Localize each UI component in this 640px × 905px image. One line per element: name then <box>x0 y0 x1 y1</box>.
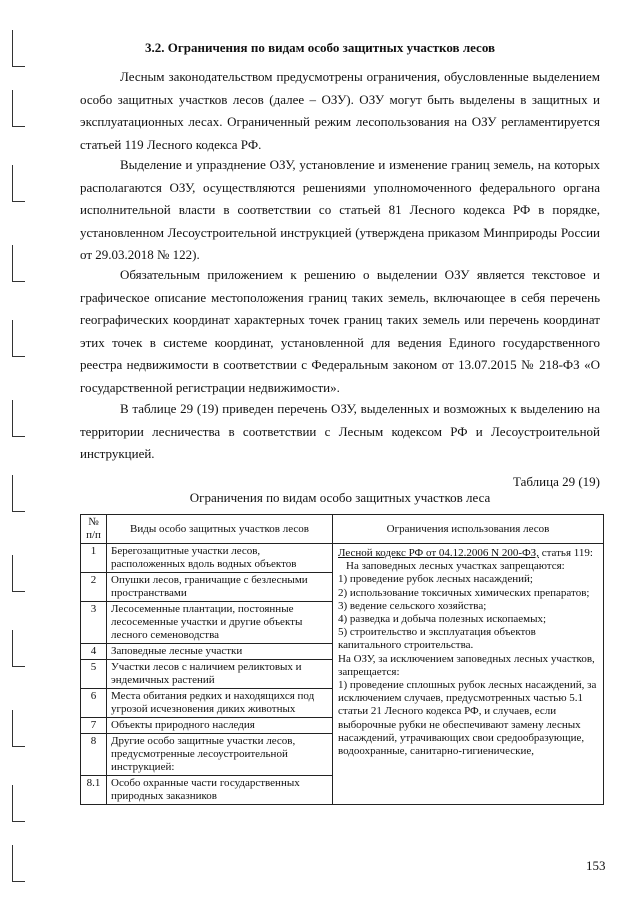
paragraph-3: Обязательным приложением к решению о выделении ОЗУ является текстовое и графическое описание местоположения границ таких земель, включающее в себя перечень географических координат характерных точек границ таких земель или перечень координат этих точек в системе координат, установленной для ведения Единого государственного реестра недвижимости в соответствии с Федеральным законом от 13.07.2015 № 218-ФЗ «О государственной регистрации недвижимости». <box>80 267 600 395</box>
header-restriction: Ограничения использования лесов <box>333 515 604 544</box>
table-header-row <box>81 515 604 544</box>
binding-mark <box>12 400 25 437</box>
restriction-line: На ОЗУ, за исключением заповедных лесных участков, запрещается: <box>338 652 595 678</box>
row-number: 3 <box>81 602 107 644</box>
table-row <box>81 544 604 573</box>
row-number: 8.1 <box>81 776 107 805</box>
binding-mark <box>12 90 25 127</box>
page-number: 153 <box>586 858 606 873</box>
binding-marks <box>6 30 28 870</box>
binding-mark <box>12 845 25 882</box>
table-title: Ограничения по видам особо защитных участков леса <box>189 490 491 505</box>
binding-mark <box>12 785 25 822</box>
binding-mark <box>12 710 25 747</box>
row-kind: Опушки лесов, граничащие с безлесными пространствами <box>107 573 333 602</box>
restriction-line: 3) ведение сельского хозяйства; <box>338 599 487 612</box>
row-number: 8 <box>81 734 107 776</box>
binding-mark <box>12 165 25 202</box>
row-number: 4 <box>81 644 107 660</box>
row-kind: Участки лесов с наличием реликтовых и эндемичных растений <box>107 660 333 689</box>
restriction-line: 4) разведка и добыча полезных ископаемых; <box>338 613 547 626</box>
binding-mark <box>12 555 25 592</box>
binding-mark <box>12 245 25 282</box>
restriction-line: 1) проведение сплошных рубок лесных насаждений, за исключением случаев, предусмотренных частью 5.1 статьи 21 Лесного кодекса РФ, и случаев, если выборочные рубки не обеспечивают замену лесных насаждений, утрачивающих свои средообразующие, водоохранные, санитарно-гигиенические, <box>338 679 597 758</box>
paragraph-2: Выделение и упразднение ОЗУ, установление и изменение границ земель, на которых располагаются ОЗУ, осуществляются решениями уполномоченного федерального органа исполнительной власти в соответствии со статьей 81 Лесного кодекса РФ в порядке, установленном Лесоустроительной инструкцией (утверждена приказом Минприроды России от 29.03.2018 № 122). <box>80 157 600 262</box>
header-number: № п/п <box>81 515 107 544</box>
paragraph-1: Лесным законодательством предусмотрены ограничения, обусловленные выделением особо защитных участков лесов (далее – ОЗУ). ОЗУ могут быть выделены в защитных и эксплуатационных лесах. Ограниченный режим лесопользования на ОЗУ регламентируется статьей 119 Лесного кодекса РФ. <box>80 69 600 152</box>
binding-mark <box>12 320 25 357</box>
row-number: 2 <box>81 573 107 602</box>
row-kind: Другие особо защитные участки лесов, предусмотренные лесоустроительной инструкцией: <box>107 734 333 776</box>
paragraph-4: В таблице 29 (19) приведен перечень ОЗУ, выделенных и возможных к выделению на территории лесничества в соответствии с Лесным кодексом РФ и Лесоустроительной инструкцией. <box>80 401 600 461</box>
row-kind: Лесосеменные плантации, постоянные лесосеменные участки и другие объекты лесного семеноводства <box>107 602 333 644</box>
binding-mark <box>12 475 25 512</box>
row-kind: Заповедные лесные участки <box>107 644 333 660</box>
restriction-line: 2) использование токсичных химических препаратов; <box>338 586 590 599</box>
row-number: 7 <box>81 718 107 734</box>
binding-mark <box>12 630 25 667</box>
row-number: 5 <box>81 660 107 689</box>
row-number: 1 <box>81 544 107 573</box>
restriction-line: 1) проведение рубок лесных насаждений; <box>338 573 533 586</box>
row-number: 6 <box>81 689 107 718</box>
row-kind: Особо охранные части государственных природных заказников <box>107 776 333 805</box>
row-kind: Берегозащитные участки лесов, расположенных вдоль водных объектов <box>107 544 333 573</box>
row-kind: Объекты природного наследия <box>107 718 333 734</box>
restriction-line: На заповедных лесных участках запрещаются: <box>346 560 565 573</box>
section-title: 3.2. Ограничения по видам особо защитных участков лесов <box>144 40 496 55</box>
restrictions-table <box>80 514 604 805</box>
restriction-line: 5) строительство и эксплуатация объектов капитального строительства. <box>338 626 536 652</box>
row-kind: Места обитания редких и находящихся под угрозой исчезновения диких животных <box>107 689 333 718</box>
law-reference <box>338 547 598 560</box>
table-caption: Таблица 29 (19) <box>512 474 600 489</box>
law-tail: статья 119: <box>538 547 593 559</box>
restriction-cell <box>333 544 604 805</box>
law-link[interactable]: Лесной кодекс РФ от 04.12.2006 N 200-ФЗ, <box>338 547 539 559</box>
header-kind: Виды особо защитных участков лесов <box>107 515 333 544</box>
